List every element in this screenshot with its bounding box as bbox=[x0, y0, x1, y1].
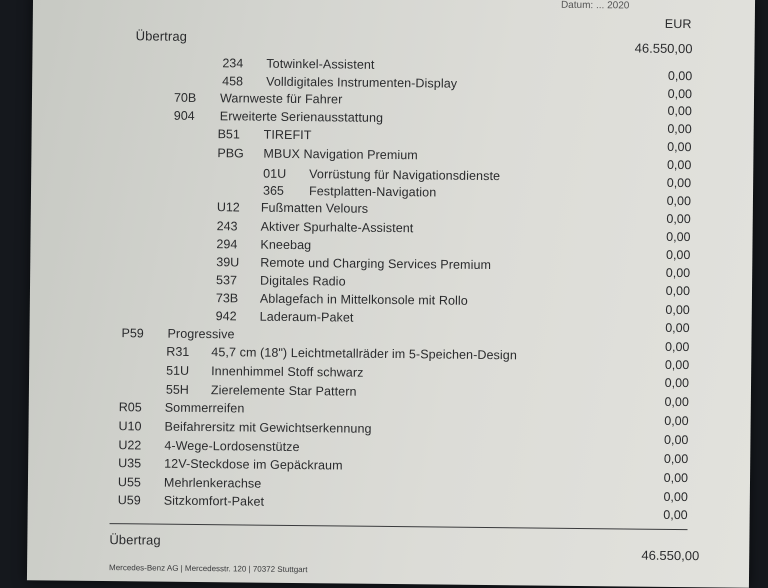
item-amount: 0,00 bbox=[666, 157, 692, 173]
item-amount: 0,00 bbox=[664, 394, 689, 410]
item-amount: 0,00 bbox=[667, 121, 692, 137]
item-code: 234 bbox=[222, 56, 244, 71]
item-amount: 0,00 bbox=[665, 283, 691, 299]
item-code: 365 bbox=[262, 183, 284, 198]
item-code: R05 bbox=[118, 400, 142, 415]
item-description: 12V-Steckdose im Gepäckraum bbox=[164, 456, 343, 473]
item-amount: 0,00 bbox=[663, 470, 689, 486]
item-code: 458 bbox=[222, 74, 244, 89]
carry-label-top: Übertrag bbox=[135, 28, 188, 44]
item-description: MBUX Navigation Premium bbox=[263, 146, 418, 163]
item-amount: 0,00 bbox=[664, 375, 690, 391]
item-description: Mehrlenkerachse bbox=[163, 475, 262, 491]
item-amount: 0,00 bbox=[663, 489, 688, 505]
item-description: Volldigitales Instrumenten-Display bbox=[266, 74, 458, 91]
item-description: Fußmatten Velours bbox=[260, 200, 369, 216]
item-amount: 0,00 bbox=[667, 139, 692, 155]
summary-rule bbox=[110, 523, 688, 530]
item-description: Remote und Charging Services Premium bbox=[260, 255, 492, 273]
item-description: TIREFIT bbox=[263, 127, 312, 143]
item-amount: 0,00 bbox=[667, 68, 693, 84]
item-amount: 0,00 bbox=[667, 103, 692, 119]
item-code: U10 bbox=[118, 419, 142, 434]
item-code: U35 bbox=[118, 456, 142, 471]
item-code: 942 bbox=[215, 309, 237, 324]
item-description: Sommerreifen bbox=[164, 400, 245, 416]
item-description: Progressive bbox=[167, 326, 235, 342]
item-description: 4-Wege-Lordosenstütze bbox=[164, 438, 300, 455]
item-amount: 0,00 bbox=[663, 451, 689, 467]
item-code: 243 bbox=[216, 219, 238, 234]
item-amount: 0,00 bbox=[665, 302, 690, 318]
item-description: Erweiterte Serienausstattung bbox=[219, 109, 384, 125]
item-description: Sitzkomfort-Paket bbox=[163, 493, 265, 509]
item-code: P59 bbox=[121, 326, 144, 341]
item-description: Warnweste für Fahrer bbox=[219, 91, 343, 107]
item-code: U12 bbox=[216, 200, 240, 215]
date-fragment: Datum: ... 2020 bbox=[560, 0, 630, 12]
item-description: Beifahrersitz mit Gewichtserkennung bbox=[164, 419, 372, 436]
item-amount: 0,00 bbox=[664, 432, 689, 448]
invoice-page bbox=[27, 0, 755, 588]
carry-label-bottom: Übertrag bbox=[109, 532, 161, 548]
item-amount: 0,00 bbox=[665, 320, 690, 336]
item-description: Totwinkel-Assistent bbox=[266, 56, 375, 72]
item-description: Ablagefach in Mittelkonsole mit Rollo bbox=[259, 291, 468, 308]
item-code: 70B bbox=[173, 90, 197, 105]
item-amount: 0,00 bbox=[666, 175, 692, 191]
item-code: 51U bbox=[166, 363, 190, 378]
item-amount: 0,00 bbox=[663, 507, 688, 523]
item-amount: 0,00 bbox=[666, 193, 692, 209]
item-description: Aktiver Spurhalte-Assistent bbox=[260, 219, 414, 236]
item-description: Digitales Radio bbox=[260, 273, 346, 289]
item-code: B51 bbox=[217, 127, 240, 142]
item-code: 904 bbox=[173, 108, 195, 123]
item-code: PBG bbox=[217, 146, 244, 161]
item-amount: 0,00 bbox=[666, 229, 691, 245]
item-description: Zierelemente Star Pattern bbox=[210, 383, 357, 399]
carry-amount-bottom: 46.550,00 bbox=[641, 547, 700, 564]
item-description: Festplatten-Navigation bbox=[308, 184, 437, 200]
item-code: U22 bbox=[118, 438, 142, 453]
item-amount: 0,00 bbox=[665, 339, 690, 355]
item-amount: 0,00 bbox=[664, 413, 689, 429]
carry-amount-top: 46.550,00 bbox=[634, 40, 693, 57]
item-code: 537 bbox=[216, 273, 238, 288]
item-amount: 0,00 bbox=[664, 357, 690, 373]
item-code: 55H bbox=[165, 382, 189, 397]
item-code: 39U bbox=[216, 255, 240, 270]
currency-label: EUR bbox=[664, 16, 692, 32]
item-description: Innenhimmel Stoff schwarz bbox=[211, 364, 364, 380]
item-code: 294 bbox=[216, 237, 238, 252]
item-amount: 0,00 bbox=[665, 265, 691, 281]
item-description: 45,7 cm (18") Leichtmetallräder im 5-Speichen-Design bbox=[211, 345, 518, 363]
item-amount: 0,00 bbox=[667, 86, 693, 102]
item-description: Kneebag bbox=[260, 237, 312, 253]
item-description: Vorrüstung für Navigationsdienste bbox=[309, 167, 501, 184]
item-amount: 0,00 bbox=[666, 211, 691, 227]
item-code: 73B bbox=[215, 291, 239, 306]
item-code: U59 bbox=[117, 493, 141, 508]
item-description: Laderaum-Paket bbox=[259, 309, 354, 325]
item-amount: 0,00 bbox=[665, 247, 691, 263]
item-code: 01U bbox=[263, 166, 287, 181]
item-code: U55 bbox=[117, 475, 141, 490]
item-code: R31 bbox=[166, 344, 190, 359]
company-footer: Mercedes-Benz AG | Mercedesstr. 120 | 70372 Stuttgart bbox=[109, 563, 308, 575]
